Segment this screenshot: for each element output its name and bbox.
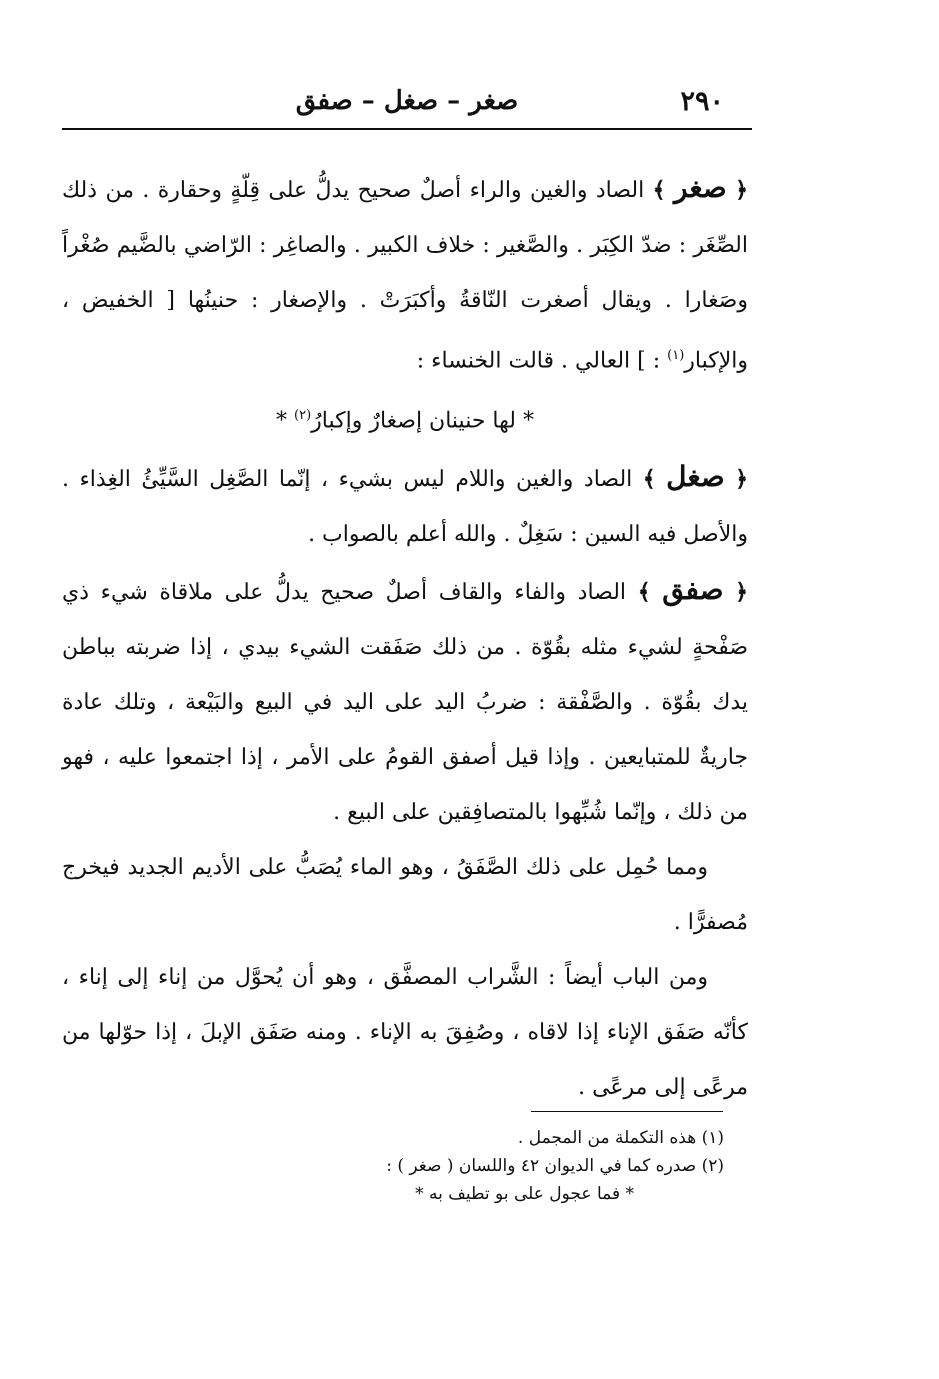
entry-close-bracket: ﴾ <box>637 578 651 605</box>
entry-open-bracket: ﴿ <box>735 578 749 605</box>
page-body <box>62 160 748 1115</box>
entry-text: الصاد والفاء والقاف أصلٌ صحيح يدلُّ على ملاقاة <box>159 579 627 605</box>
footnote-text: صدره كما في الديوان ٤٢ واللسان ( صغر ) : <box>386 1156 697 1176</box>
entry-text: [ الخفيض ، والإكبار <box>62 288 748 374</box>
entry-saghar <box>62 160 748 388</box>
footnote-2-verse <box>120 1180 724 1208</box>
entry-open-bracket: ﴿ <box>735 465 748 492</box>
entry-saghal <box>62 449 748 562</box>
footnote-verse-text: * فما عجول على بو تطيف به * <box>415 1184 634 1204</box>
footnote-divider <box>531 1111 723 1112</box>
entry-text: من ذلك الصِّغَر : ضدّ الكِبَر . والصَّغير : خلاف الكبير . والصاغِر : الرّاضي <box>62 178 748 258</box>
verse-text: * لها حنينان إصغارٌ وإكبارُ <box>311 408 534 434</box>
page-number: ٢٩٠ <box>680 86 724 117</box>
footnote-number: (١) <box>701 1128 724 1148</box>
entry-close-bracket: ﴾ <box>652 177 666 203</box>
footnote-number: (٢) <box>701 1156 724 1176</box>
entry-text: بباطن يدك بقُوّة . والصَّفْقة : ضربُ اليد على اليد في البيع والبَيْعة ، وتلك عادة <box>62 634 748 715</box>
entry-text: جاريةٌ للمتبايعين . وإذا قيل أصفق القومُ على الأمر ، إذا اجتمعوا عليه ، فهو من <box>62 744 748 825</box>
entry-text: ذلك ، وإنّما شُبِّهوا بالمتصافِقين على البيع . <box>333 799 713 825</box>
entry-text: الصاد والغين واللام ليس بشيء ، إنّما الصَّغِل السَّيِّئُ الغِذاء . <box>62 466 633 492</box>
footnote-text: هذه التكملة من المجمل . <box>517 1128 697 1148</box>
paragraph-safaq-water <box>62 840 748 950</box>
entry-text: الصاد والغين والراء أصلٌ صحيح يدلُّ على قِلّةٍ وحقارة . <box>142 178 645 203</box>
entry-open-bracket: ﴿ <box>735 177 748 203</box>
footnotes <box>120 1124 724 1208</box>
entry-close-bracket: ﴾ <box>642 465 656 492</box>
entry-text: والأصل فيه السين : سَغِلٌ . والله أعلم بالصواب . <box>308 521 748 547</box>
verse-end: * <box>276 408 288 434</box>
paragraph-safaq-drink <box>62 950 748 1115</box>
running-title: صغر – صغل – صفق <box>295 86 519 116</box>
entry-text: شيء ذي صَفْحةٍ لشيء مثله بقُوّة . من ذلك صَفَقت الشيء بيدي ، إذا ضربته <box>62 579 749 660</box>
page-header <box>62 72 752 130</box>
entry-headword: صغل <box>666 459 725 493</box>
footnote-mark: (٢) <box>294 408 312 424</box>
paragraph-text: مرعًى إلى مرعًى . <box>578 1074 748 1100</box>
paragraph-text: كأنّه صَفَق الإناء إذا لاقاه ، وصُفِقَ به الإناء . ومنه صَفَق الإبلَ ، إذا حوّلها من <box>62 1019 748 1045</box>
footnote-1 <box>120 1124 724 1152</box>
paragraph-text: ومما حُمِل على ذلك الصَّفَقُ ، وهو الماء يُصَبُّ على الأديم الجديد فيخرج <box>62 854 708 880</box>
verse-line <box>62 388 748 448</box>
footnote-mark: (١) <box>667 348 685 363</box>
entry-text: بالضَّيم صُغْراً وصَغارا . ويقال أصغرت النّاقةُ وأكبَرَتْ . والإصغار : حنينُها <box>62 233 748 313</box>
entry-headword: صفق <box>662 572 724 606</box>
entry-text: : ] العالي . قالت الخنساء : <box>416 348 661 374</box>
footnote-2 <box>120 1152 724 1180</box>
entry-headword: صغر <box>673 171 727 204</box>
paragraph-text: ومن الباب أيضاً : الشَّراب المصفَّق ، وهو أن يُحوَّل من إناء إلى إناء ، <box>62 964 708 990</box>
entry-safaq <box>62 562 748 840</box>
paragraph-text: مُصفرًّا . <box>673 909 748 935</box>
